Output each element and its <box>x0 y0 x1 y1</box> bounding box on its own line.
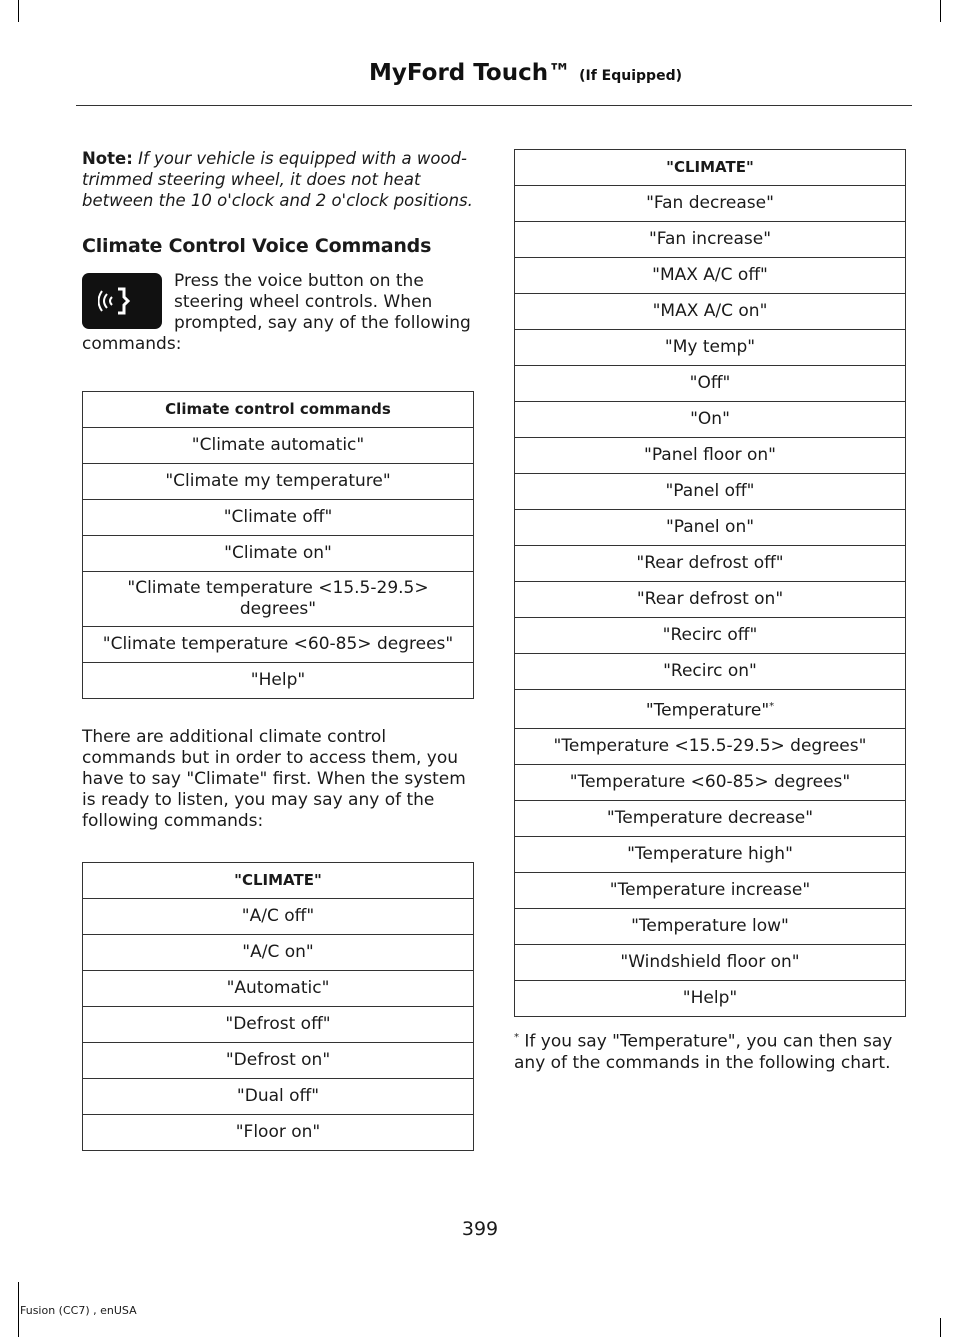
command-cell: "Panel on" <box>515 510 906 546</box>
table-row <box>83 899 474 935</box>
command-cell: "Panel floor on" <box>515 438 906 474</box>
table-row <box>83 536 474 572</box>
additional-commands-paragraph: There are additional climate control commands but in order to access them, you have to say "Climate" first. When the system is ready to listen, you may say any of the following commands: <box>82 727 466 831</box>
command-cell: "Automatic" <box>83 971 474 1007</box>
table-row <box>515 186 906 222</box>
command-cell: "Defrost on" <box>83 1043 474 1079</box>
table-row <box>515 654 906 690</box>
voice-instructions <box>82 271 474 355</box>
command-cell: "Climate off" <box>83 500 474 536</box>
table-header: Climate control commands <box>83 392 474 428</box>
command-cell: "Temperature <60-85> degrees" <box>515 764 906 800</box>
table-row <box>515 836 906 872</box>
page-number: 399 <box>461 1218 499 1240</box>
table-row <box>83 1007 474 1043</box>
table-row <box>515 800 906 836</box>
table-row <box>83 1079 474 1115</box>
command-cell: "Temperature low" <box>515 908 906 944</box>
command-cell: "Temperature"* <box>515 690 906 729</box>
section-heading: Climate Control Voice Commands <box>82 235 432 257</box>
header-title-main: MyFord Touch™ <box>369 60 572 86</box>
table-header: "CLIMATE" <box>515 150 906 186</box>
command-cell: "Temperature decrease" <box>515 800 906 836</box>
table-row <box>515 980 906 1016</box>
command-cell: "My temp" <box>515 330 906 366</box>
command-cell: "A/C on" <box>83 935 474 971</box>
footer-doc-id: Fusion (CC7) , enUSA <box>20 1304 137 1317</box>
command-cell: "Off" <box>515 366 906 402</box>
table-row <box>83 572 474 627</box>
table-row <box>515 222 906 258</box>
table-row <box>515 728 906 764</box>
table-row <box>83 1115 474 1151</box>
climate-control-commands-table <box>82 391 474 699</box>
crop-mark-top-right <box>940 0 941 22</box>
command-cell: "Fan increase" <box>515 222 906 258</box>
climate-commands-table-right <box>514 149 906 1017</box>
table-row <box>515 872 906 908</box>
note-label: Note: <box>82 149 133 168</box>
command-cell: "Temperature <15.5-29.5> degrees" <box>515 728 906 764</box>
table-row <box>515 582 906 618</box>
command-cell: "Recirc off" <box>515 618 906 654</box>
command-cell: "Climate temperature <15.5-29.5> degrees" <box>83 572 474 627</box>
command-cell: "Rear defrost off" <box>515 546 906 582</box>
table-row <box>515 690 906 729</box>
command-cell: "Help" <box>83 663 474 699</box>
climate-commands-table-left <box>82 862 474 1151</box>
command-cell: "Dual off" <box>83 1079 474 1115</box>
table-row <box>515 908 906 944</box>
table-row <box>83 627 474 663</box>
table-row <box>83 935 474 971</box>
table-header: "CLIMATE" <box>83 863 474 899</box>
table-row <box>515 402 906 438</box>
page-header-title <box>369 60 682 86</box>
table-row <box>515 510 906 546</box>
footnote-mark: * <box>514 1031 519 1043</box>
table-row <box>515 438 906 474</box>
command-cell: "Defrost off" <box>83 1007 474 1043</box>
table-row <box>515 618 906 654</box>
table-row <box>515 474 906 510</box>
command-cell: "MAX A/C off" <box>515 258 906 294</box>
table-row <box>515 764 906 800</box>
table-row <box>83 464 474 500</box>
command-cell: "On" <box>515 402 906 438</box>
header-title-suffix: (If Equipped) <box>579 68 682 84</box>
table-row <box>515 330 906 366</box>
header-rule <box>76 105 912 106</box>
voice-instructions-text: Press the voice button on the steering wheel controls. When prompted, say any of the following commands: <box>82 271 471 354</box>
command-cell: "MAX A/C on" <box>515 294 906 330</box>
note-paragraph <box>82 148 474 211</box>
table-row <box>515 944 906 980</box>
note-text: If your vehicle is equipped with a wood-trimmed steering wheel, it does not heat between the 10 o'clock and 2 o'clock positions. <box>82 149 473 210</box>
command-cell: "Rear defrost on" <box>515 582 906 618</box>
table-row <box>515 546 906 582</box>
command-cell: "Climate temperature <60-85> degrees" <box>83 627 474 663</box>
table-row <box>515 366 906 402</box>
command-cell: "Temperature high" <box>515 836 906 872</box>
footnote-text: If you say "Temperature", you can then say any of the commands in the following chart. <box>514 1031 893 1074</box>
crop-mark-bottom-left <box>18 1282 19 1337</box>
command-cell: "Climate my temperature" <box>83 464 474 500</box>
command-cell: "A/C off" <box>83 899 474 935</box>
table-row <box>83 1043 474 1079</box>
command-cell: "Climate on" <box>83 536 474 572</box>
command-cell: "Help" <box>515 980 906 1016</box>
command-cell: "Temperature increase" <box>515 872 906 908</box>
command-cell: "Floor on" <box>83 1115 474 1151</box>
table-row <box>515 294 906 330</box>
footnote <box>514 1027 906 1075</box>
table-row <box>515 258 906 294</box>
right-column <box>514 149 906 1074</box>
table-row <box>83 663 474 699</box>
table-row <box>83 428 474 464</box>
voice-button-icon <box>82 273 162 329</box>
command-cell: "Climate automatic" <box>83 428 474 464</box>
crop-mark-bottom-right <box>940 1318 941 1337</box>
left-column <box>82 148 474 1151</box>
crop-mark-top-left <box>18 0 19 22</box>
command-cell: "Panel off" <box>515 474 906 510</box>
command-cell: "Fan decrease" <box>515 186 906 222</box>
command-cell: "Recirc on" <box>515 654 906 690</box>
table-row <box>83 971 474 1007</box>
table-row <box>83 500 474 536</box>
command-cell: "Windshield floor on" <box>515 944 906 980</box>
